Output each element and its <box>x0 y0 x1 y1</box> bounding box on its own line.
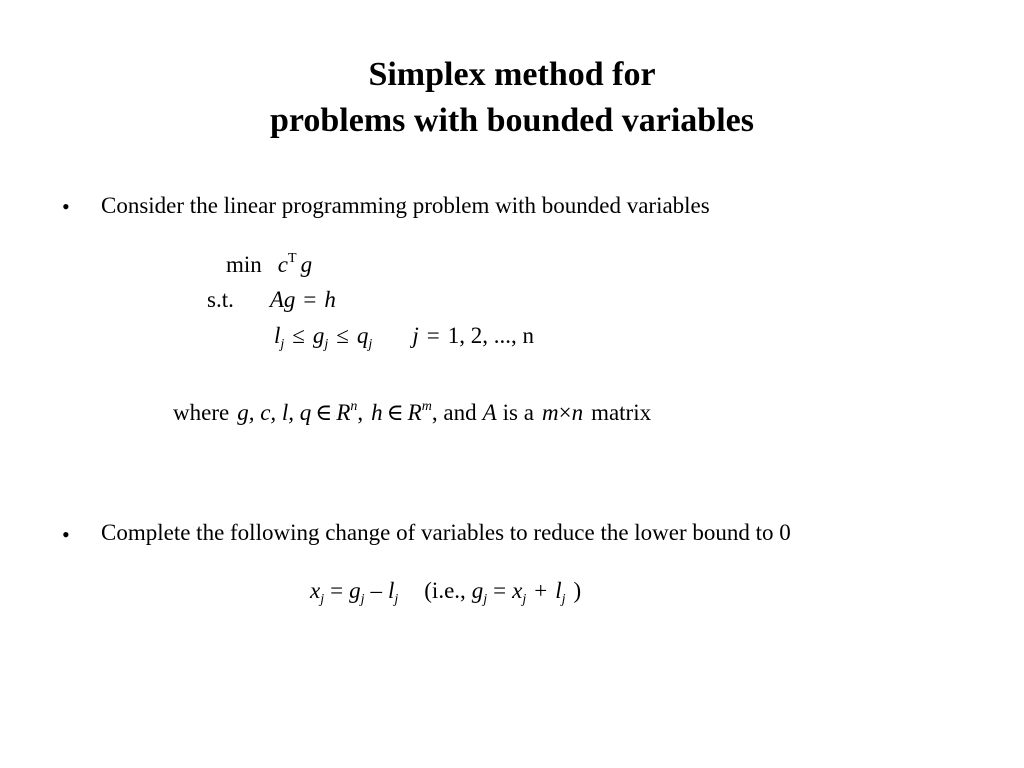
leq-sign: ≤ <box>336 323 349 348</box>
title-line-1: Simplex method for <box>368 56 656 93</box>
constraint-matrix: A <box>269 287 284 312</box>
new-variable: x <box>310 578 321 603</box>
constraint-keyword: s.t. <box>207 287 234 312</box>
equality-constraint <box>207 287 336 313</box>
vector-list: g, c, l, q <box>237 400 312 425</box>
equals-sign: = <box>303 287 317 312</box>
constraint-rhs: h <box>324 287 336 312</box>
h-variable: h <box>371 400 383 425</box>
bounded-variable: g <box>312 323 325 348</box>
upper-bound: q <box>356 323 369 348</box>
and-word: , and <box>431 400 477 425</box>
objective-line <box>226 252 312 278</box>
title-line-2: problems with bounded variables <box>270 102 754 139</box>
slide-title <box>0 52 1024 144</box>
real-space-m: R <box>407 400 422 425</box>
ie-text: (i.e., <box>424 578 466 603</box>
bound-constraint: $l_j \le g_j \le q_j$ j = 1, 2, ..., n <box>274 323 534 352</box>
where-clause: where g, c, l, q ∈ $R^n$, h ∈ $R^m$, and A is a m×n matrix <box>173 399 652 425</box>
index-variable: j <box>412 323 419 348</box>
index-range: 1, 2, ..., n <box>447 323 534 348</box>
bullet-marker: • <box>62 522 70 547</box>
matrix-cols: n <box>571 400 584 425</box>
bullet-text-2: Complete the following change of variables to reduce the lower bound to 0 <box>101 520 791 545</box>
old-variable: g <box>349 578 361 603</box>
change-of-variables: $x_j = g_j - l_j$ (i.e., $g_j = x_j + l_j$ ) <box>310 578 582 607</box>
matrix-word: matrix <box>591 400 652 425</box>
leq-sign: ≤ <box>292 323 305 348</box>
lower-bound: l <box>274 323 281 348</box>
transpose-mark: T <box>288 251 297 266</box>
matrix-rows: m <box>541 400 559 425</box>
bullet-text-1: Consider the linear programming problem with bounded variables <box>101 193 710 218</box>
objective-vector: c <box>277 252 288 277</box>
constraint-variable: g <box>283 287 296 312</box>
is-a-text: is a <box>502 400 534 425</box>
bullet-marker: • <box>62 194 70 219</box>
close-paren: ) <box>573 578 582 603</box>
matrix-a: A <box>482 400 497 425</box>
objective-variable: g <box>300 252 313 277</box>
lower-bound-var: l <box>387 578 395 603</box>
where-word: where <box>173 400 230 425</box>
objective-keyword: min <box>226 252 262 277</box>
real-space-n: R <box>336 400 351 425</box>
